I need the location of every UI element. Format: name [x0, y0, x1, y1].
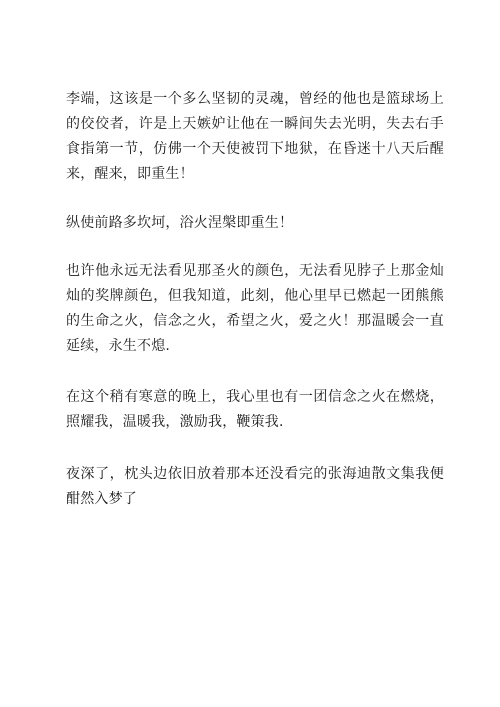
document-body	[66, 87, 444, 512]
paragraph-cold-evening: 在这个稍有寒意的晚上，我心里也有一团信念之火在燃烧，照耀我，温暖我，激励我，鞭策我.	[66, 389, 444, 430]
paragraph-late-night: 夜深了，枕头边依旧放着那本还没看完的张海迪散文集我便酣然入梦了	[66, 466, 444, 507]
paragraph-fire-of-life: 也许他永远无法看见那圣火的颜色，无法看见脖子上那金灿灿的奖牌颜色，但我知道，此刻，他心里早已燃起一团熊熊的生命之火，信念之火，希望之火，爱之火！那温暖会一直延续，永生不熄.	[66, 263, 444, 354]
paragraph-li-duan: 李端，这该是一个多么坚韧的灵魂，曾经的他也是篮球场上的佼佼者，许是上天嫉妒让他在一瞬间失去光明，失去右手食指第一节，仿佛一个天使被罚下地狱，在昏迷十八天后醒来，醒来，即重生！	[66, 91, 444, 182]
paragraph-rebirth: 纵使前路多坎坷，浴火涅槃即重生！	[66, 215, 294, 231]
